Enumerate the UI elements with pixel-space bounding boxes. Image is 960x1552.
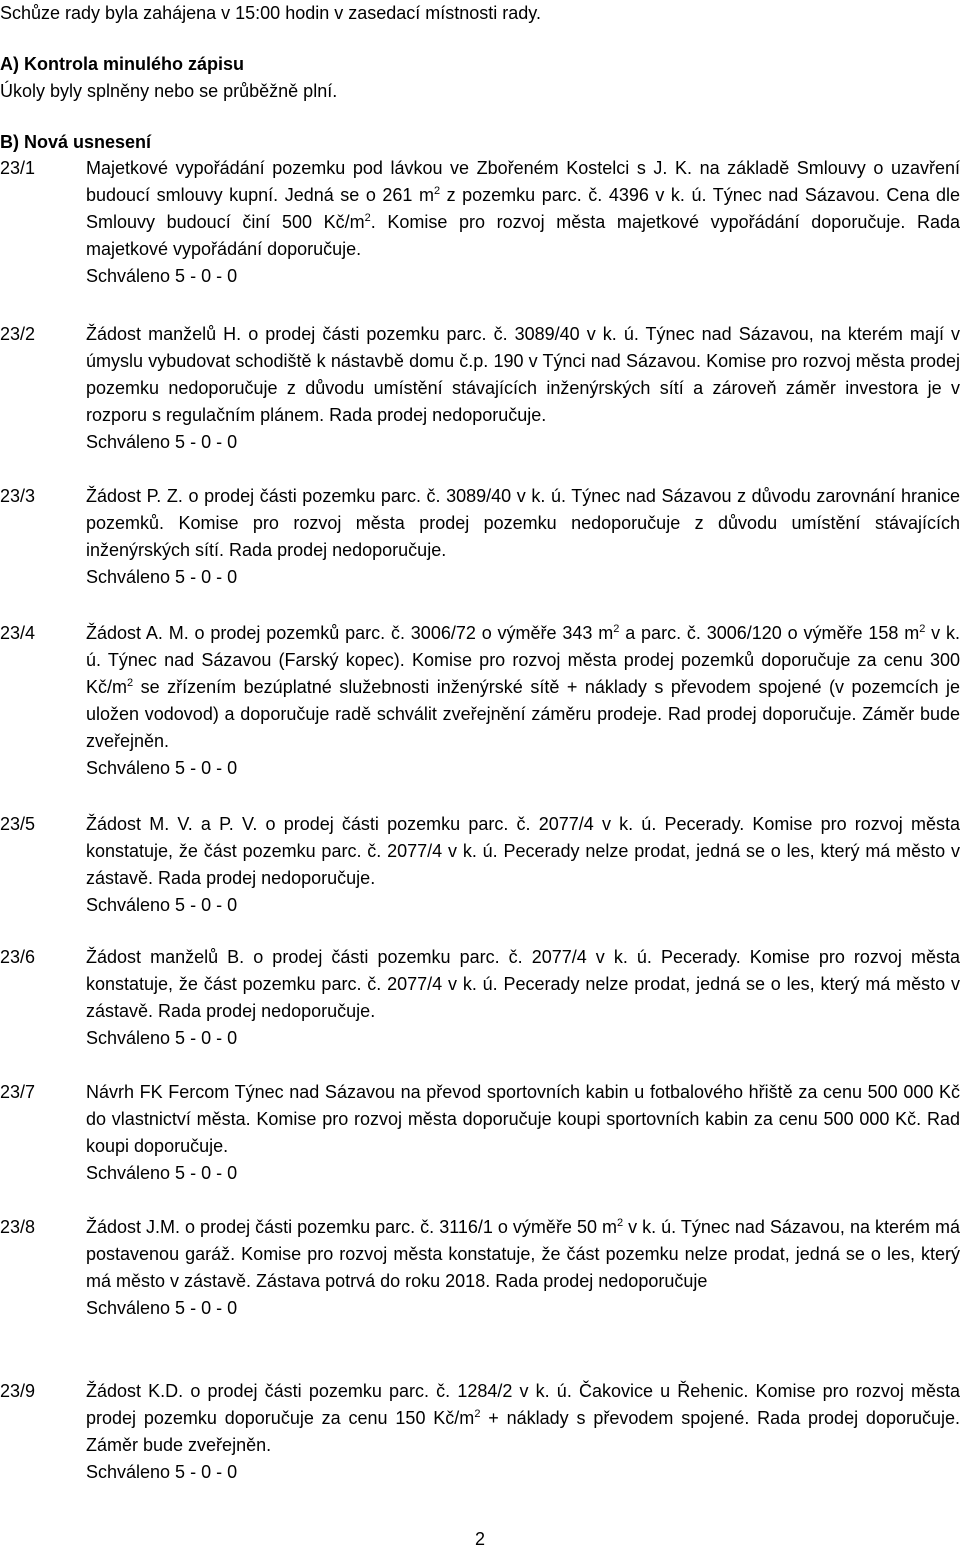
resolution-text: Žádost P. Z. o prodej části pozemku parc. č. 3089/40 v k. ú. Týnec nad Sázavou z důvodu zarovnání hranice pozemků. Komise pro rozvoj města prodej pozemku nedoporučuje z důvodu umístění stávajících inženýrských sítí. Rada prodej nedoporučuje. Schváleno 5 - 0 - 0: [86, 483, 960, 591]
approval-result: Schváleno 5 - 0 - 0: [86, 1462, 238, 1482]
resolution-number: 23/7: [0, 1082, 36, 1102]
section-b-heading: B) Nová usnesení: [0, 132, 152, 152]
section-a-text: Úkoly byly splněny nebo se průběžně plní.: [0, 81, 338, 101]
resolution-number: 23/1: [0, 158, 36, 178]
resolution-text: Návrh FK Fercom Týnec nad Sázavou na převod sportovních kabin u fotbalového hřiště za cenu 500 000 Kč do vlastnictví města. Komise pro rozvoj města doporučuje koupi sportovních kabin za cenu 500 000 Kč. Rad koupi doporučuje. Schváleno 5 - 0 - 0: [86, 1079, 960, 1187]
resolution-text: Žádost manželů H. o prodej části pozemku parc. č. 3089/40 v k. ú. Týnec nad Sázavou, na kterém mají v úmyslu vybudovat schodiště k nástavbě domu č.p. 190 v Týnci nad Sázavou. Komise pro rozvoj města prodej pozemku nedoporučuje z důvodu umístění stávajících inženýrských sítí a zároveň záměr investora je v rozporu s regulačním plánem. Rada prodej nedoporučuje. Schváleno 5 - 0 - 0: [86, 321, 960, 456]
page-number: 2: [474, 1529, 485, 1549]
resolution-text: Žádost J.M. o prodej části pozemku parc. č. 3116/1 o výměře 50 $m^2$ v k. ú. Týnec nad Sázavou, na kterém má postavenou garáž. Komise pro rozvoj města konstatuje, že část pozemku nelze prodat, jedná se o les, který má město v zástavě. Zástava potrvá do roku 2018. Rada prodej nedoporučuje Schváleno 5 - 0 - 0: [86, 1214, 960, 1322]
resolution-number: 23/4: [0, 623, 36, 643]
resolution-number: 23/8: [0, 1217, 36, 1237]
approval-result: Schváleno 5 - 0 - 0: [86, 1298, 238, 1318]
approval-result: Schváleno 5 - 0 - 0: [86, 266, 238, 286]
approval-result: Schváleno 5 - 0 - 0: [86, 1028, 238, 1048]
approval-result: Schváleno 5 - 0 - 0: [86, 567, 238, 587]
resolution-text: Žádost A. M. o prodej pozemků parc. č. 3006/72 o výměře 343 $m^2$ a parc. č. 3006/120 o výměře 158 $m^2$ v k. ú. Týnec nad Sázavou (Farský kopec). Komise pro rozvoj města prodej pozemků doporučuje za cenu 300 $Kč/m^2$ se zřízením bezúplatné služebnosti inženýrské sítě + náklady s převodem spojené (v pozemcích je uložen vodovod) a doporučuje radě schválit zveřejnění záměru prodeje. Rad prodej doporučuje. Záměr bude zveřejněn. Schváleno 5 - 0 - 0: [86, 620, 960, 782]
resolution-text: Žádost K.D. o prodej části pozemku parc. č. 1284/2 v k. ú. Čakovice u Řehenic. Komise pro rozvoj města prodej pozemku doporučuje za cenu 150 $Kč/m^2$ + náklady s převodem spojené. Rada prodej doporučuje. Záměr bude zveřejněn. Schváleno 5 - 0 - 0: [86, 1378, 960, 1486]
meeting-start-line: Schůze rady byla zahájena v 15:00 hodin v zasedací místnosti rady.: [0, 3, 541, 23]
resolution-number: 23/9: [0, 1381, 36, 1401]
resolution-text: Majetkové vypořádání pozemku pod lávkou ve Zbořeném Kostelci s J. K. na základě Smlouvy o uzavření budoucí smlouvy kupní. Jedná se o 261 $m^2$ z pozemku parc. č. 4396 v k. ú. Týnec nad Sázavou. Cena dle Smlouvy budoucí činí 500 $Kč/m^2$. Komise pro rozvoj města majetkové vypořádání doporučuje. Rada majetkové vypořádání doporučuje. Schváleno 5 - 0 - 0: [86, 155, 960, 290]
approval-result: Schváleno 5 - 0 - 0: [86, 758, 238, 778]
resolution-number: 23/2: [0, 324, 36, 344]
resolution-text: Žádost manželů B. o prodej části pozemku parc. č. 2077/4 v k. ú. Pecerady. Komise pro rozvoj města konstatuje, že část pozemku parc. č. 2077/4 v k. ú. Pecerady nelze prodat, jedná se o les, který má město v zástavě. Rada prodej nedoporučuje. Schváleno 5 - 0 - 0: [86, 944, 960, 1052]
approval-result: Schváleno 5 - 0 - 0: [86, 895, 238, 915]
resolution-text: Žádost M. V. a P. V. o prodej části pozemku parc. č. 2077/4 v k. ú. Pecerady. Komise pro rozvoj města konstatuje, že část pozemku parc. č. 2077/4 v k. ú. Pecerady nelze prodat, jedná se o les, který má město v zástavě. Rada prodej nedoporučuje. Schváleno 5 - 0 - 0: [86, 811, 960, 919]
resolution-number: 23/6: [0, 947, 36, 967]
section-a-heading: A) Kontrola minulého zápisu: [0, 54, 245, 74]
resolution-number: 23/5: [0, 814, 36, 834]
resolution-number: 23/3: [0, 486, 36, 506]
approval-result: Schváleno 5 - 0 - 0: [86, 432, 238, 452]
approval-result: Schváleno 5 - 0 - 0: [86, 1163, 238, 1183]
